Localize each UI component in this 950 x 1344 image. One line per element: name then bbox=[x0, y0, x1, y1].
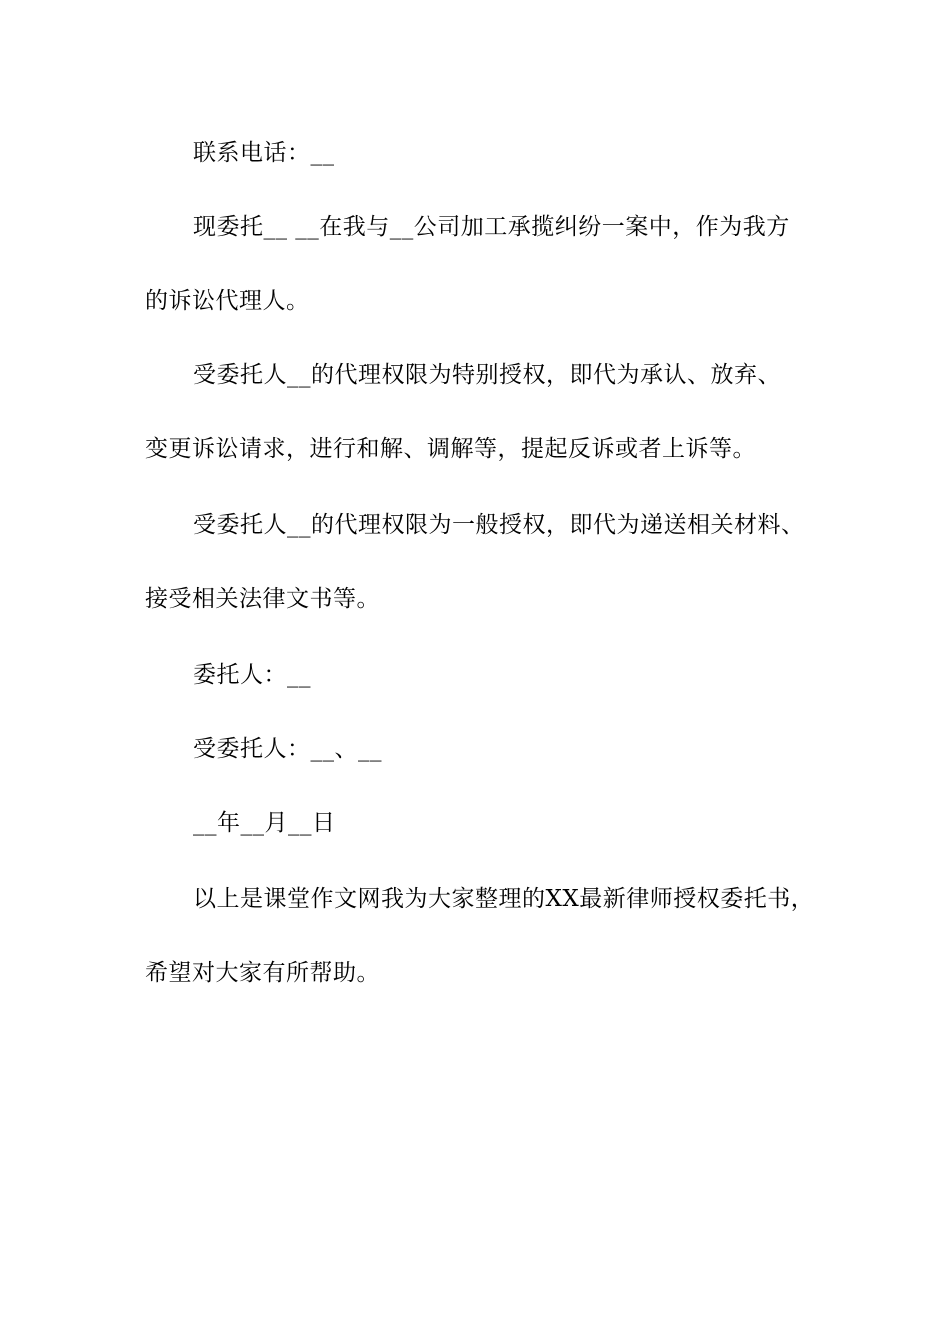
agent-signature-line: 受委托人：__、__ bbox=[193, 736, 382, 762]
special-authority-line-2: 变更诉讼请求，进行和解、调解等，提起反诉或者上诉等。 bbox=[145, 436, 756, 462]
date-line: __年__月__日 bbox=[193, 810, 336, 836]
contact-phone-line: 联系电话：__ bbox=[193, 140, 335, 166]
general-authority-line-1: 受委托人__的代理权限为一般授权，即代为递送相关材料、 bbox=[193, 512, 805, 538]
closing-paragraph-line-1: 以上是课堂作文网我为大家整理的XX最新律师授权委托书， bbox=[193, 886, 815, 912]
entrust-paragraph-line-2: 的诉讼代理人。 bbox=[145, 288, 310, 314]
closing-paragraph-line-2: 希望对大家有所帮助。 bbox=[145, 960, 380, 986]
general-authority-line-2: 接受相关法律文书等。 bbox=[145, 586, 380, 612]
special-authority-line-1: 受委托人__的代理权限为特别授权，即代为承认、放弃、 bbox=[193, 362, 781, 388]
principal-signature-line: 委托人：__ bbox=[193, 662, 311, 688]
entrust-paragraph-line-1: 现委托__ __在我与__公司加工承揽纠纷一案中，作为我方 bbox=[193, 214, 790, 240]
